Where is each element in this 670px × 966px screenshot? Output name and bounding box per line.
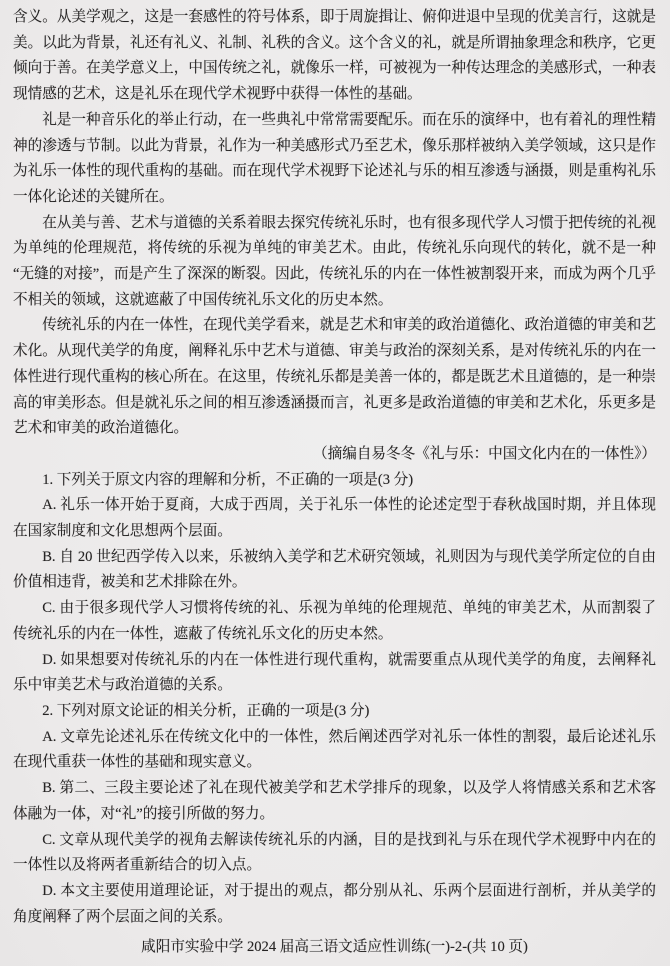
question-1-option-c: C. 由于很多现代学人习惯将传统的礼、乐视为单纯的伦理规范、单纯的审美艺术，从而割裂了传统礼乐的内在一体性，遮蔽了传统礼乐文化的历史本然。 <box>13 600 656 642</box>
page-footer-text: 咸阳市实验中学 2024 届高三语文适应性训练(一)-2-(共 10 页) <box>141 939 528 956</box>
passage-citation: （摘编自易冬冬《礼与乐：中国文化内在的一体性》） <box>313 445 656 462</box>
questions-section <box>13 468 656 931</box>
question-2-option-d: D. 本文主要使用道理论证，对于提出的观点，都分别从礼、乐两个层面进行剖析，并从美学的角度阐释了两个层面之间的关系。 <box>13 882 656 925</box>
passage-paragraph-3: 在从美与善、艺术与道德的关系着眼去探究传统礼乐时，也有很多现代学人习惯于把传统的礼视为单纯的伦理规范，将传统的乐视为单纯的审美艺术。由此，传统礼乐向现代的转化，就不是一种“无缝的对接”，而是产生了深深的断裂。因此，传统礼乐的内在一体性被割裂开来，而成为两个几乎不相关的领域，这就遮蔽了中国传统礼乐文化的历史本然。 <box>13 214 656 308</box>
question-2-option-a: A. 文章先论述礼乐在传统文化中的一体性，然后阐述西学对礼乐一体性的割裂，最后论述礼乐在现代重获一体性的基础和现实意义。 <box>13 728 656 771</box>
question-1-stem: 1. 下列关于原文内容的理解和分析，不正确的一项是(3 分) <box>42 471 414 488</box>
question-1-option-b: B. 自 20 世纪西学传入以来，乐被纳入美学和艺术研究领域，礼则因为与现代美学所定位的自由价值相违背，被美和艺术排除在外。 <box>13 548 656 591</box>
passage-paragraph-1: 含义。从美学观之，这是一套感性的符号体系，即于周旋揖让、俯仰进退中呈现的优美言行，这就是美。以此为背景，礼还有礼义、礼制、礼秩的含义。这个含义的礼，就是所谓抽象理念和秩序，它更倾向于善。在美学意义上，中国传统之礼，就像乐一样，可被视为一种传达理念的美感形式，一种表现情感的艺术，这是礼乐在现代学术视野中获得一体性的基础。 <box>13 9 656 103</box>
page-footer <box>13 935 656 961</box>
passage-paragraph-4: 传统礼乐的内在一体性，在现代美学看来，就是艺术和审美的政治道德化、政治道德的审美和艺术化。从现代美学的角度，阐释礼乐中艺术与道德、审美与政治的深刻关系，是对传统礼乐的内在一体性进行现代重构的核心所在。在这里，传统礼乐都是美善一体的，都是既艺术且道德的，是一种崇高的审美形态。但是就礼乐之间的相互渗透涵摄而言，礼更多是政治道德的审美和艺术化，乐更多是艺术和审美的政治道德化。 <box>13 317 656 437</box>
question-1-option-a: A. 礼乐一体开始于夏商，大成于西周，关于礼乐一体性的论述定型于春秋战国时期，并且体现在国家制度和文化思想两个层面。 <box>13 497 656 540</box>
question-2-stem: 2. 下列对原文论证的相关分析，正确的一项是(3 分) <box>42 702 370 719</box>
question-1-option-d: D. 如果想要对传统礼乐的内在一体性进行现代重构，就需要重点从现代美学的角度，去阐释礼乐中审美艺术与政治道德的关系。 <box>13 651 656 694</box>
question-2-option-c: C. 文章从现代美学的视角去解读传统礼乐的内涵，目的是找到礼与乐在现代学术视野中内在的一体性以及将两者重新结合的切入点。 <box>13 831 656 874</box>
passage-paragraph-2: 礼是一种音乐化的举止行动，在一些典礼中常常需要配乐。而在乐的演绎中，也有着礼的理性精神的渗透与节制。以此为背景，礼作为一种美感形式乃至艺术，像乐那样被纳入美学领域，这只是作为礼乐一体性的现代重构的基础。而在现代学术视野下论述礼与乐的相互渗透与涵摄，则是重构礼乐一体化论述的关键所在。 <box>13 111 656 205</box>
question-2-option-b: B. 第二、三段主要论述了礼在现代被美学和艺术学排斥的现象，以及学人将情感关系和艺术客体融为一体，对“礼”的接引所做的努力。 <box>13 780 656 822</box>
reading-passage <box>13 5 656 468</box>
